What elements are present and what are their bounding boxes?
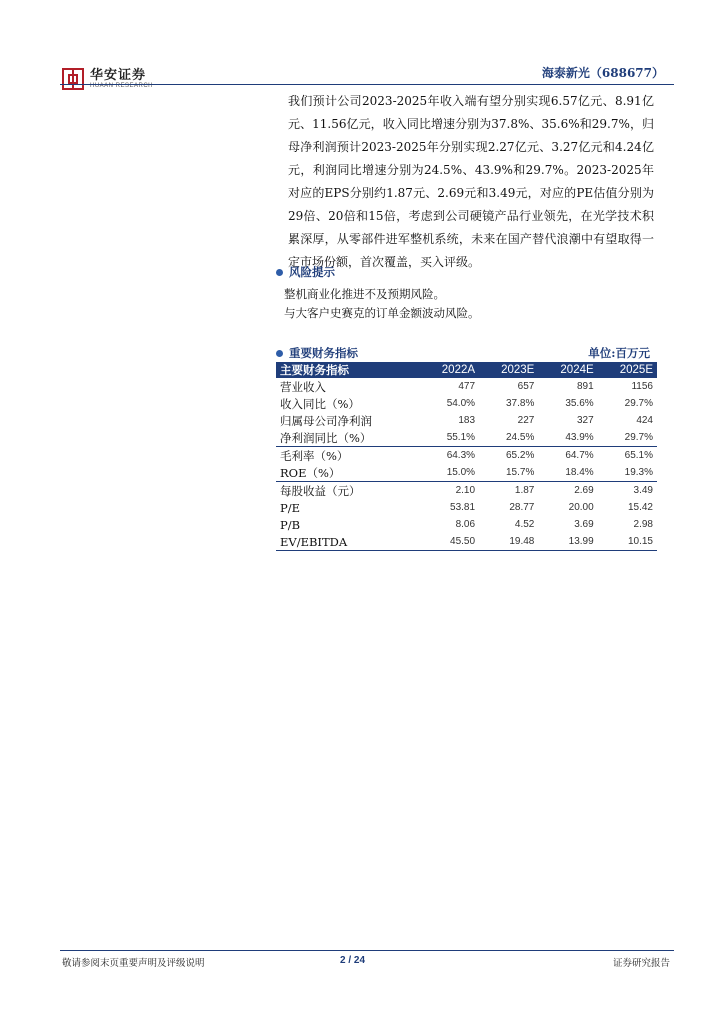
company-title: 海泰新光（688677）: [541, 66, 664, 80]
logo-name-en: HUAAN RESEARCH: [90, 83, 154, 89]
logo-mark-icon: [62, 68, 84, 90]
financials-table: [276, 362, 657, 551]
table-cell: 24.5%: [506, 432, 535, 443]
table-row: [276, 533, 657, 551]
column-header: 2024E: [538, 362, 597, 378]
table-row: [276, 464, 657, 482]
risk-section-heading: [276, 264, 335, 280]
row-label: 归属母公司净利润: [280, 413, 372, 428]
financials-section-heading: [276, 345, 358, 361]
table-cell: 64.7%: [538, 447, 597, 465]
table-cell: 15.0%: [446, 467, 476, 478]
table-cell: 3.49: [598, 482, 657, 500]
table-cell: 29.7%: [624, 432, 653, 443]
row-label: EV/EBITDA: [276, 533, 420, 551]
table-cell: 657: [517, 381, 535, 392]
table-cell: 35.6%: [565, 398, 594, 409]
summary-paragraph: 我们预计公司2023-2025年收入端有望分别实现6.57亿元、8.91亿元、11.56亿元，收入同比增速分别为37.8%、35.6%和29.7%，归母净利润预计2023-2025年分别实现2.27亿元、3.27亿元和4.24亿元，利润同比增速分别为24.5%、43.9%和29.7%。2023-2025年对应的EPS分别约1.87元、2.69元和3.49元，对应的PE估值分别为29倍、20倍和15倍，考虑到公司硬镜产品行业领先，在光学技术积累深厚，从零部件进军整机系统，未来在国产替代浪潮中有望取得一定市场份额，首次覆盖，买入评级。: [288, 94, 654, 269]
table-cell: 53.81: [450, 502, 476, 513]
table-cell: 15.7%: [506, 467, 535, 478]
table-cell: 183: [458, 415, 476, 426]
row-label: 毛利率（%）: [276, 447, 420, 465]
table-cell: 2.69: [538, 482, 597, 500]
risk-item: 整机商业化推进不及预期风险。: [284, 287, 445, 301]
table-row: [276, 378, 657, 395]
row-label: ROE（%）: [280, 465, 341, 480]
table-cell: 18.4%: [565, 467, 594, 478]
column-header: 2025E: [598, 362, 657, 378]
table-row: [276, 395, 657, 412]
footer-disclaimer: 敬请参阅末页重要声明及评级说明: [62, 958, 205, 969]
table-cell: 4.52: [514, 519, 535, 530]
row-label: 每股收益（元）: [276, 482, 420, 500]
header-divider: [60, 84, 674, 85]
table-cell: 327: [576, 415, 594, 426]
table-row: [276, 499, 657, 516]
table-cell: 477: [458, 381, 476, 392]
table-cell: 8.06: [455, 519, 476, 530]
table-row: [276, 429, 657, 447]
table-cell: 45.50: [420, 533, 479, 551]
row-label: 收入同比（%）: [280, 396, 360, 411]
table-cell: 19.48: [479, 533, 538, 551]
risk-item: 与大客户史赛克的订单金额波动风险。: [284, 306, 480, 320]
risk-title: 风险提示: [289, 265, 335, 279]
column-header: 主要财务指标: [276, 362, 420, 378]
table-cell: 29.7%: [624, 398, 653, 409]
unit-label: 单位:百万元: [588, 346, 650, 360]
table-cell: 1156: [631, 381, 653, 392]
column-header: 2023E: [479, 362, 538, 378]
row-label: P/B: [280, 517, 301, 532]
table-cell: 43.9%: [565, 432, 594, 443]
table-cell: 28.77: [509, 502, 535, 513]
table-header-row: [276, 362, 657, 378]
table-cell: 1.87: [479, 482, 538, 500]
row-label: 营业收入: [280, 379, 326, 394]
table-cell: 55.1%: [446, 432, 476, 443]
row-label: P/E: [280, 500, 301, 515]
row-label: 净利润同比（%）: [280, 430, 372, 445]
table-cell: 3.69: [574, 519, 594, 530]
table-cell: 19.3%: [624, 467, 653, 478]
table-cell: 65.2%: [479, 447, 538, 465]
logo-name-cn: 华安证券: [90, 68, 147, 83]
table-cell: 64.3%: [420, 447, 479, 465]
table-row: [276, 447, 657, 465]
logo: [62, 68, 153, 90]
table-cell: 10.15: [598, 533, 657, 551]
footer-divider: [60, 950, 674, 951]
table-cell: 227: [517, 415, 535, 426]
footer-report-type: 证券研究报告: [612, 958, 670, 969]
column-header: 2022A: [420, 362, 479, 378]
table-row: [276, 482, 657, 500]
table-cell: 65.1%: [598, 447, 657, 465]
bullet-icon: [276, 269, 283, 276]
financials-title: 重要财务指标: [289, 346, 358, 360]
bullet-icon: [276, 350, 283, 357]
table-cell: 37.8%: [506, 398, 535, 409]
table-cell: 2.10: [420, 482, 479, 500]
table-cell: 13.99: [538, 533, 597, 551]
table-cell: 891: [576, 381, 594, 392]
table-cell: 2.98: [633, 519, 653, 530]
table-cell: 20.00: [568, 502, 594, 513]
table-cell: 424: [636, 415, 653, 426]
table-row: [276, 516, 657, 533]
table-cell: 54.0%: [446, 398, 476, 409]
table-cell: 15.42: [627, 502, 653, 513]
page-number: 2 / 24: [340, 955, 366, 966]
table-row: [276, 412, 657, 429]
